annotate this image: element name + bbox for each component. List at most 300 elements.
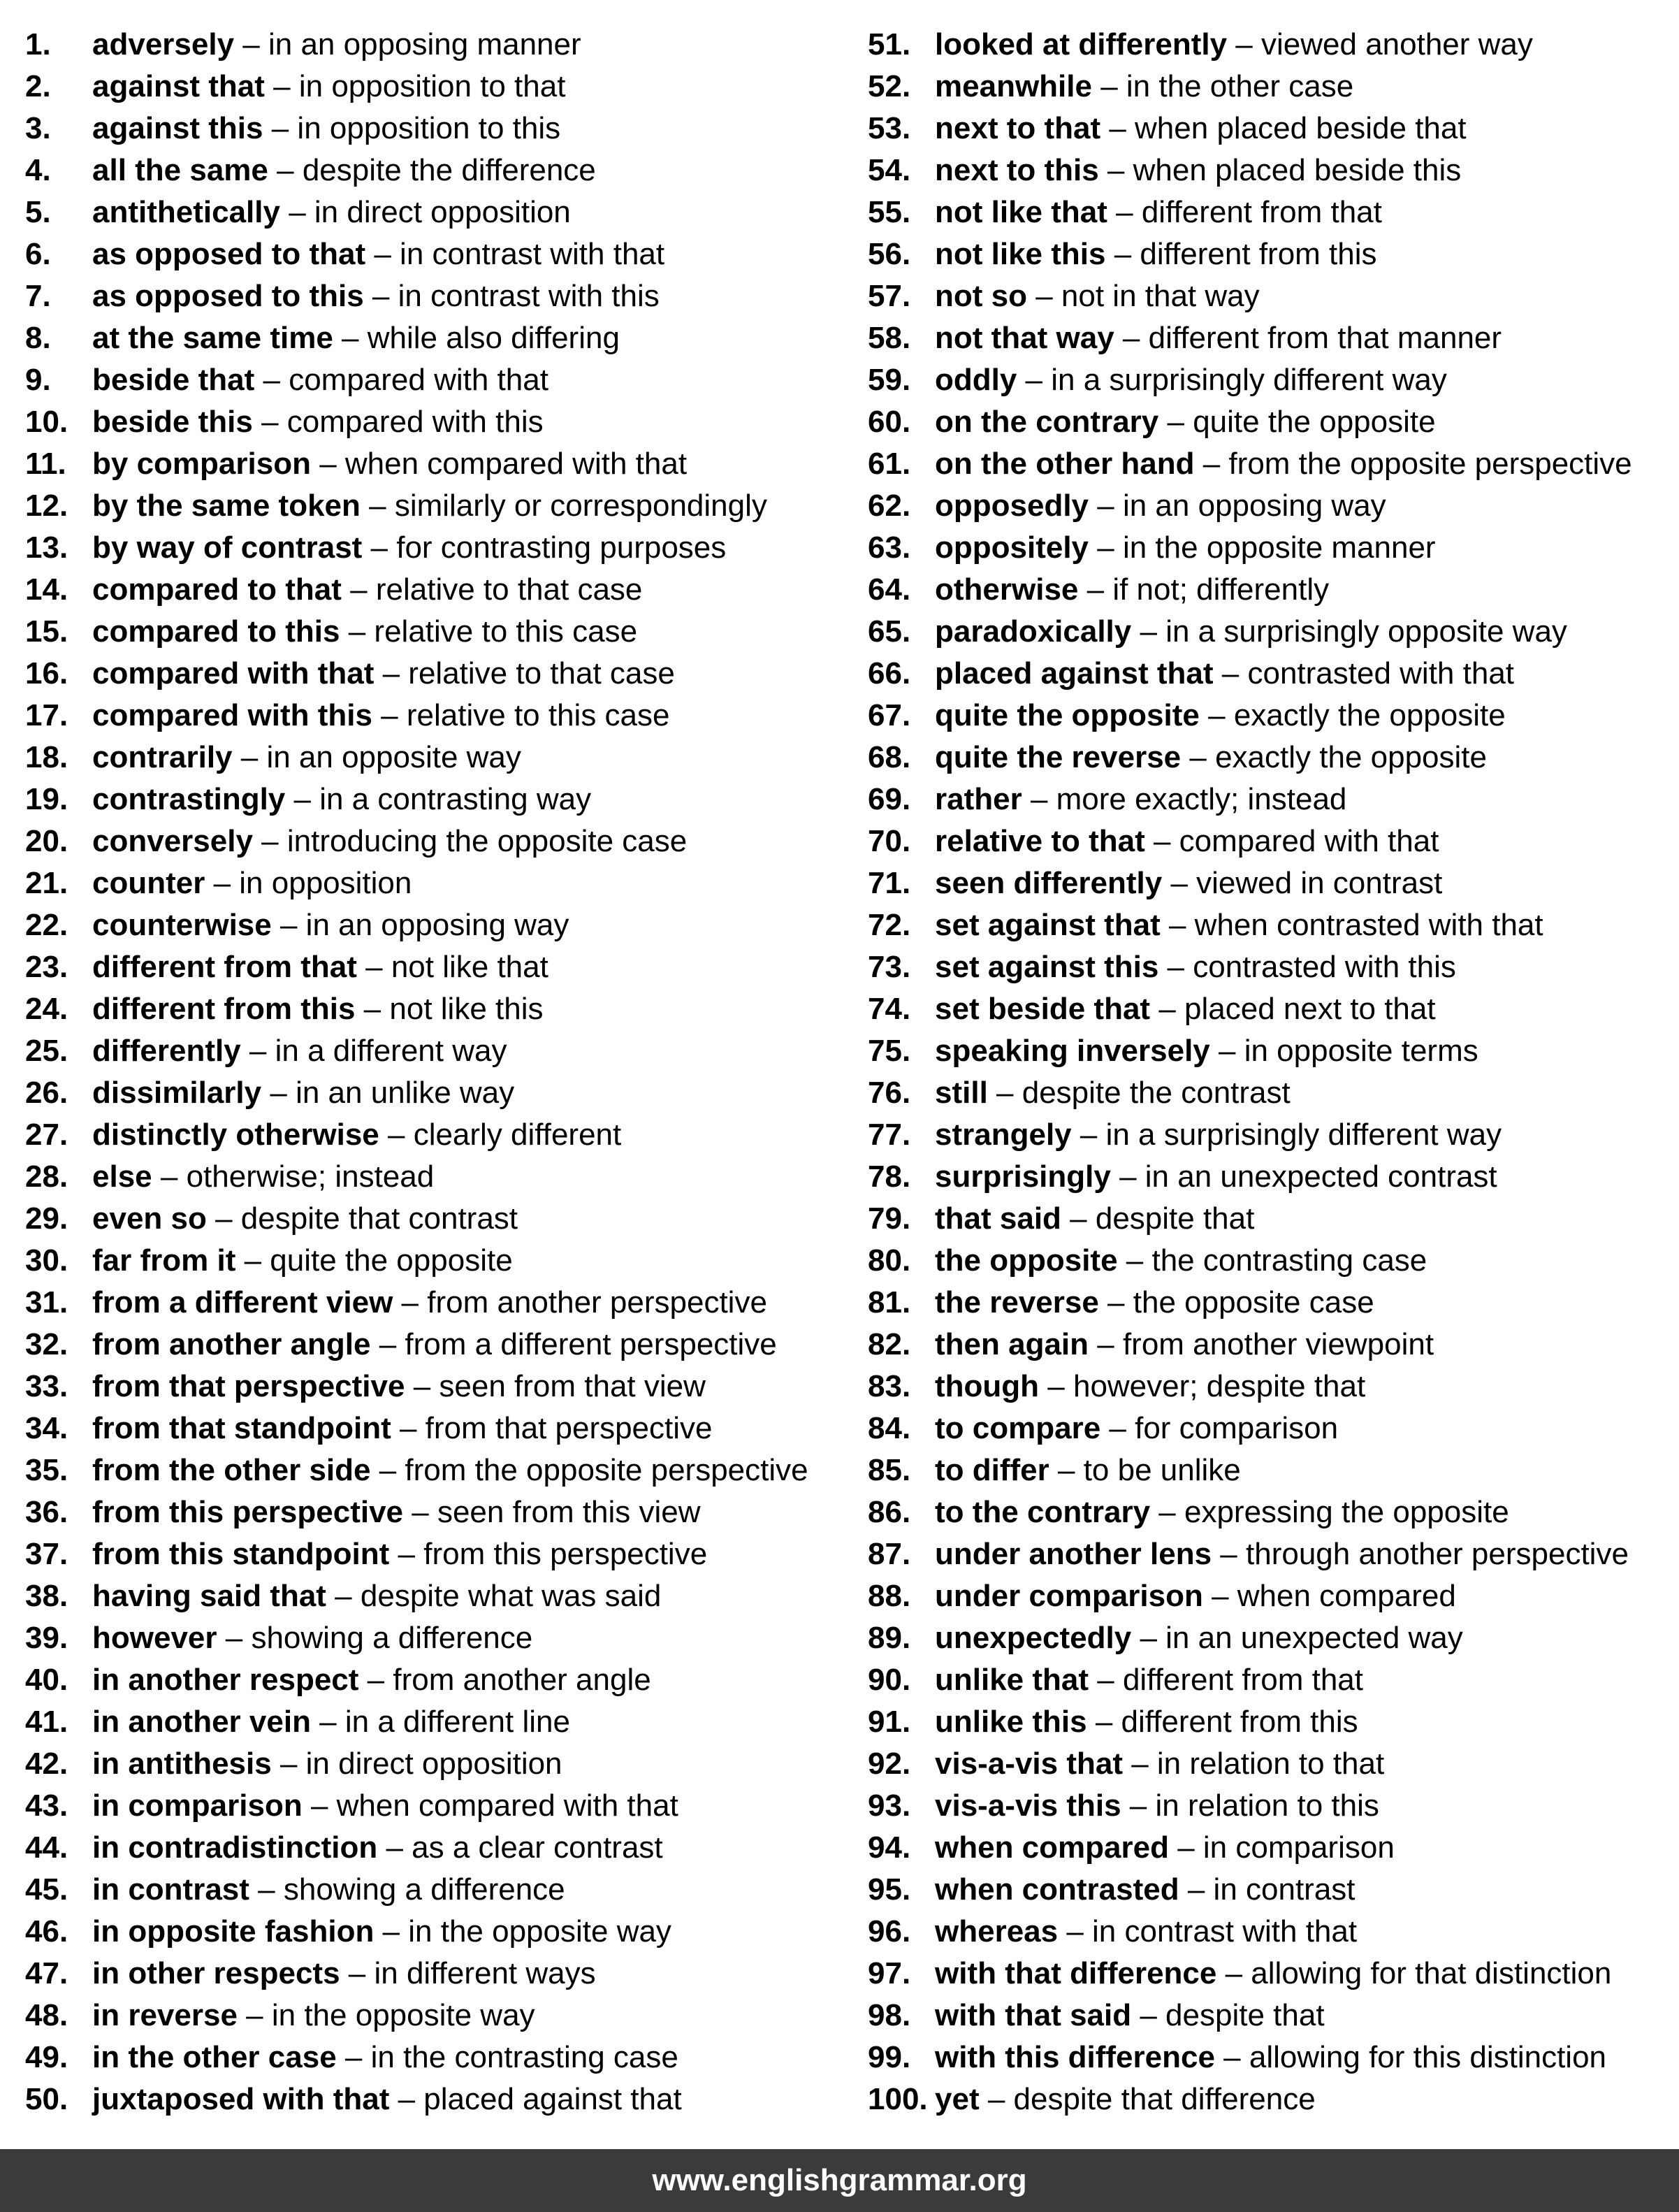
item-term: from the other side	[92, 1453, 371, 1487]
item-definition: in relation to this	[1155, 1788, 1379, 1823]
item-definition: in a different line	[344, 1705, 570, 1739]
item-term: paradoxically	[935, 614, 1132, 649]
item-term: counterwise	[92, 908, 272, 942]
list-item	[868, 779, 1678, 821]
item-number: 87.	[868, 1537, 911, 1571]
item-separator: –	[252, 824, 287, 858]
item-term: rather	[935, 782, 1022, 816]
item-separator: –	[1179, 1872, 1214, 1907]
item-term: beside this	[92, 405, 253, 439]
list-item	[25, 233, 836, 275]
item-number: 98.	[868, 1998, 911, 2032]
list-item	[868, 108, 1678, 150]
item-definition: in an opposing manner	[268, 27, 581, 62]
item-term: when compared	[935, 1830, 1169, 1865]
item-number: 11.	[25, 447, 66, 481]
list-item	[25, 1995, 836, 2037]
item-number: 50.	[25, 2082, 68, 2116]
list-item	[25, 1282, 836, 1324]
list-item	[25, 1450, 836, 1491]
list-item	[868, 1533, 1678, 1575]
item-definition: exactly the opposite	[1215, 740, 1487, 774]
item-separator: –	[271, 1747, 306, 1781]
item-number: 16.	[25, 656, 68, 691]
item-term: on the contrary	[935, 405, 1159, 439]
footer-bar	[0, 2149, 1679, 2212]
item-separator: –	[237, 1998, 272, 2032]
item-number: 60.	[868, 405, 911, 439]
item-number: 65.	[868, 614, 911, 649]
item-number: 13.	[25, 530, 68, 565]
list-item	[868, 904, 1678, 946]
item-term: beside that	[92, 363, 255, 397]
item-number: 82.	[868, 1327, 911, 1361]
list-item	[868, 1114, 1678, 1156]
item-number: 96.	[868, 1914, 911, 1949]
list-item	[868, 1743, 1678, 1785]
item-definition: from a different perspective	[405, 1327, 777, 1361]
item-number: 29.	[25, 1201, 68, 1236]
item-separator: –	[1209, 1034, 1244, 1068]
item-definition: otherwise; instead	[186, 1159, 435, 1194]
item-separator: –	[1131, 614, 1166, 649]
list-item	[25, 2037, 836, 2079]
item-term: however	[92, 1621, 217, 1655]
item-term: strangely	[935, 1118, 1072, 1152]
item-separator: –	[1049, 1453, 1084, 1487]
footer-url[interactable]: www.englishgrammar.org	[652, 2163, 1027, 2197]
item-number: 59.	[868, 363, 911, 397]
item-separator: –	[1181, 740, 1216, 774]
item-term: not that way	[935, 321, 1114, 355]
item-definition: from the opposite perspective	[405, 1453, 808, 1487]
item-separator: –	[374, 656, 409, 691]
item-term: at the same time	[92, 321, 333, 355]
list-item	[868, 1869, 1678, 1911]
item-separator: –	[249, 1872, 284, 1907]
list-item	[868, 737, 1678, 779]
list-item	[868, 862, 1678, 904]
item-number: 56.	[868, 237, 911, 271]
item-separator: –	[217, 1621, 252, 1655]
item-definition: in the opposite way	[271, 1998, 535, 2032]
item-definition: compared with this	[286, 405, 544, 439]
item-term: next to this	[935, 153, 1099, 187]
item-term: antithetically	[92, 195, 280, 229]
item-term: else	[92, 1159, 152, 1194]
item-number: 30.	[25, 1243, 68, 1278]
item-number: 34.	[25, 1411, 68, 1445]
item-number: 3.	[25, 111, 51, 145]
item-number: 81.	[868, 1285, 911, 1320]
item-separator: –	[1214, 2040, 1249, 2074]
item-number: 42.	[25, 1747, 68, 1781]
item-number: 72.	[868, 908, 911, 942]
item-term: in antithesis	[92, 1747, 272, 1781]
item-number: 92.	[868, 1747, 911, 1781]
item-number: 84.	[868, 1411, 911, 1445]
item-term: then again	[935, 1327, 1089, 1361]
item-term: compared with this	[92, 698, 372, 732]
item-term: whereas	[935, 1914, 1059, 1949]
item-term: not like this	[935, 237, 1106, 271]
list-item	[25, 24, 836, 66]
item-definition: in an opposite way	[266, 740, 521, 774]
item-definition: in contrast	[1213, 1872, 1355, 1907]
item-separator: –	[1158, 405, 1193, 439]
item-definition: not like that	[391, 950, 548, 984]
item-number: 47.	[25, 1956, 68, 1990]
item-definition: in direct opposition	[305, 1747, 562, 1781]
list-item	[868, 1617, 1678, 1659]
item-definition: allowing for this distinction	[1249, 2040, 1607, 2074]
list-item	[25, 443, 836, 485]
list-item	[868, 1785, 1678, 1827]
list-item	[25, 1869, 836, 1911]
list-item	[868, 1491, 1678, 1533]
list-item	[25, 1827, 836, 1869]
item-term: set beside that	[935, 992, 1151, 1026]
item-number: 43.	[25, 1788, 68, 1823]
list-item	[25, 317, 836, 359]
item-definition: placed against that	[423, 2082, 682, 2116]
item-term: not like that	[935, 195, 1107, 229]
item-number: 71.	[868, 866, 911, 900]
item-definition: from another perspective	[427, 1285, 767, 1320]
item-number: 58.	[868, 321, 911, 355]
list-item	[25, 66, 836, 108]
item-term: differently	[92, 1034, 241, 1068]
item-definition: when contrasted with that	[1194, 908, 1543, 942]
item-number: 33.	[25, 1369, 68, 1403]
list-item	[868, 1030, 1678, 1072]
item-term: in other respects	[92, 1956, 340, 1990]
item-separator: –	[370, 1327, 405, 1361]
item-separator: –	[1144, 824, 1179, 858]
item-separator: –	[1098, 1285, 1133, 1320]
list-item	[868, 1072, 1678, 1114]
item-number: 18.	[25, 740, 68, 774]
item-number: 24.	[25, 992, 68, 1026]
item-definition: in direct opposition	[314, 195, 571, 229]
item-definition: while also differing	[367, 321, 620, 355]
item-separator: –	[389, 1537, 424, 1571]
item-term: set against this	[935, 950, 1159, 984]
item-definition: more exactly; instead	[1056, 782, 1347, 816]
item-separator: –	[1150, 992, 1185, 1026]
item-number: 32.	[25, 1327, 68, 1361]
list-item	[868, 401, 1678, 443]
item-separator: –	[336, 2040, 371, 2074]
item-term: that said	[935, 1201, 1061, 1236]
item-term: under another lens	[935, 1537, 1212, 1571]
list-item	[868, 1366, 1678, 1408]
list-item	[868, 1659, 1678, 1701]
item-definition: from the opposite perspective	[1228, 447, 1632, 481]
item-number: 25.	[25, 1034, 68, 1068]
item-number: 31.	[25, 1285, 68, 1320]
item-separator: –	[987, 1076, 1022, 1110]
item-term: opposedly	[935, 489, 1089, 523]
item-term: with that said	[935, 1998, 1132, 2032]
list-item	[25, 1072, 836, 1114]
item-term: against that	[92, 69, 265, 103]
list-item	[25, 401, 836, 443]
item-separator: –	[360, 489, 395, 523]
item-separator: –	[1162, 866, 1197, 900]
item-separator: –	[1150, 1495, 1184, 1529]
item-definition: for comparison	[1135, 1411, 1339, 1445]
item-number: 48.	[25, 1998, 68, 2032]
item-number: 51.	[868, 27, 911, 62]
list-item	[25, 1743, 836, 1785]
item-term: juxtaposed with that	[92, 2082, 390, 2116]
item-number: 4.	[25, 153, 51, 187]
item-number: 90.	[868, 1663, 911, 1697]
item-term: seen differently	[935, 866, 1163, 900]
item-term: with this difference	[935, 2040, 1215, 2074]
item-separator: –	[1098, 153, 1133, 187]
item-number: 17.	[25, 698, 68, 732]
item-term: oddly	[935, 363, 1017, 397]
item-definition: viewed another way	[1261, 27, 1533, 62]
item-definition: compared with that	[1179, 824, 1439, 858]
item-definition: different from that manner	[1148, 321, 1502, 355]
item-term: by comparison	[92, 447, 311, 481]
item-term: to the contrary	[935, 1495, 1151, 1529]
item-number: 88.	[868, 1579, 911, 1613]
item-definition: introducing the opposite case	[286, 824, 688, 858]
item-separator: –	[1117, 1243, 1152, 1278]
list-item	[868, 946, 1678, 988]
item-definition: different from this	[1121, 1705, 1358, 1739]
item-number: 95.	[868, 1872, 911, 1907]
item-definition: the opposite case	[1133, 1285, 1374, 1320]
item-number: 15.	[25, 614, 68, 649]
item-separator: –	[1110, 1159, 1145, 1194]
item-definition: in contrast with this	[398, 279, 660, 313]
item-definition: when placed beside that	[1135, 111, 1467, 145]
item-term: in the other case	[92, 2040, 337, 2074]
item-definition: in the opposite way	[408, 1914, 671, 1949]
item-number: 79.	[868, 1201, 911, 1236]
item-definition: contrasted with this	[1193, 950, 1456, 984]
item-term: yet	[935, 2082, 980, 2116]
item-definition: for contrasting purposes	[396, 530, 727, 565]
list-item	[25, 2079, 836, 2120]
list-item	[25, 527, 836, 569]
item-separator: –	[1100, 1411, 1135, 1445]
item-definition: different from that	[1122, 1663, 1363, 1697]
item-number: 10.	[25, 405, 68, 439]
left-column-list	[25, 24, 836, 2120]
list-item	[25, 611, 836, 653]
item-separator: –	[355, 992, 390, 1026]
item-number: 93.	[868, 1788, 911, 1823]
item-separator: –	[1121, 1788, 1156, 1823]
item-number: 70.	[868, 824, 911, 858]
list-item	[25, 1911, 836, 1953]
item-separator: –	[206, 1201, 241, 1236]
item-separator: –	[365, 237, 400, 271]
item-separator: –	[264, 69, 299, 103]
item-separator: –	[393, 1285, 428, 1320]
item-definition: relative to that case	[375, 572, 643, 607]
item-separator: –	[1114, 321, 1149, 355]
item-separator: –	[240, 1034, 275, 1068]
item-separator: –	[1071, 1118, 1106, 1152]
list-item	[868, 988, 1678, 1030]
item-separator: –	[372, 698, 407, 732]
list-item	[25, 1617, 836, 1659]
item-definition: relative to this case	[374, 614, 638, 649]
item-separator: –	[403, 1495, 437, 1529]
list-item	[25, 779, 836, 821]
item-definition: in a surprisingly different way	[1051, 363, 1447, 397]
item-separator: –	[1086, 1705, 1121, 1739]
item-separator: –	[340, 1956, 375, 1990]
list-item	[25, 653, 836, 695]
item-separator: –	[310, 447, 345, 481]
item-term: contrarily	[92, 740, 233, 774]
item-separator: –	[1089, 489, 1123, 523]
list-item	[868, 24, 1678, 66]
list-item	[868, 485, 1678, 527]
item-term: counter	[92, 866, 205, 900]
item-definition: in the opposite manner	[1122, 530, 1436, 565]
list-item	[25, 1114, 836, 1156]
list-item	[868, 1701, 1678, 1743]
item-definition: placed next to that	[1184, 992, 1436, 1026]
item-term: compared with that	[92, 656, 375, 691]
list-item	[868, 695, 1678, 737]
item-term: contrastingly	[92, 782, 286, 816]
item-term: quite the opposite	[935, 698, 1200, 732]
item-separator: –	[1212, 1537, 1246, 1571]
list-item	[868, 2037, 1678, 2079]
item-definition: in different ways	[374, 1956, 596, 1990]
item-number: 5.	[25, 195, 51, 229]
item-term: surprisingly	[935, 1159, 1111, 1194]
item-separator: –	[1039, 1369, 1073, 1403]
item-separator: –	[261, 1076, 296, 1110]
list-item	[25, 1491, 836, 1533]
item-separator: –	[363, 279, 398, 313]
item-term: the opposite	[935, 1243, 1118, 1278]
item-term: even so	[92, 1201, 207, 1236]
item-term: otherwise	[935, 572, 1079, 607]
item-number: 14.	[25, 572, 68, 607]
item-separator: –	[1160, 908, 1195, 942]
list-item	[868, 1198, 1678, 1240]
item-definition: in opposition to that	[298, 69, 566, 103]
item-definition: in opposition to this	[297, 111, 561, 145]
item-definition: from another angle	[393, 1663, 651, 1697]
item-separator: –	[252, 405, 287, 439]
item-separator: –	[362, 530, 397, 565]
item-number: 74.	[868, 992, 911, 1026]
item-term: dissimilarly	[92, 1076, 262, 1110]
list-item	[868, 1408, 1678, 1450]
item-definition: the contrasting case	[1151, 1243, 1427, 1278]
item-definition: in the contrasting case	[370, 2040, 678, 2074]
item-separator: –	[326, 1579, 361, 1613]
item-number: 41.	[25, 1705, 68, 1739]
item-term: vis-a-vis this	[935, 1788, 1121, 1823]
item-term: relative to that	[935, 824, 1145, 858]
item-separator: –	[271, 908, 306, 942]
list-item	[25, 1324, 836, 1366]
item-definition: compared with that	[289, 363, 548, 397]
item-number: 23.	[25, 950, 68, 984]
item-definition: relative to this case	[406, 698, 670, 732]
item-separator: –	[405, 1369, 439, 1403]
item-definition: in an opposing way	[305, 908, 569, 942]
item-number: 63.	[868, 530, 911, 565]
item-number: 83.	[868, 1369, 911, 1403]
item-definition: in a contrasting way	[319, 782, 592, 816]
list-item	[25, 1575, 836, 1617]
item-definition: allowing for that distinction	[1251, 1956, 1612, 1990]
item-number: 26.	[25, 1076, 68, 1110]
list-item	[868, 1324, 1678, 1366]
item-term: from that perspective	[92, 1369, 405, 1403]
item-number: 27.	[25, 1118, 68, 1152]
item-number: 20.	[25, 824, 68, 858]
item-number: 38.	[25, 1579, 68, 1613]
item-definition: despite what was said	[360, 1579, 662, 1613]
item-definition: despite the difference	[302, 153, 596, 187]
item-definition: clearly different	[413, 1118, 622, 1152]
item-separator: –	[370, 1453, 405, 1487]
item-definition: from that perspective	[425, 1411, 713, 1445]
item-term: different from this	[92, 992, 356, 1026]
list-item	[25, 1533, 836, 1575]
item-separator: –	[333, 321, 368, 355]
item-number: 80.	[868, 1243, 911, 1278]
item-separator: –	[389, 2082, 424, 2116]
item-separator: –	[391, 1411, 426, 1445]
list-item	[868, 821, 1678, 862]
list-item	[25, 1366, 836, 1408]
item-definition: in an opposing way	[1122, 489, 1386, 523]
item-definition: relative to that case	[408, 656, 675, 691]
item-term: in comparison	[92, 1788, 303, 1823]
item-number: 68.	[868, 740, 911, 774]
item-separator: –	[254, 363, 289, 397]
item-term: vis-a-vis that	[935, 1747, 1123, 1781]
item-number: 94.	[868, 1830, 911, 1865]
item-definition: in opposite terms	[1244, 1034, 1478, 1068]
item-separator: –	[1078, 572, 1113, 607]
item-separator: –	[1216, 1956, 1251, 1990]
item-separator: –	[341, 572, 376, 607]
list-item	[868, 1827, 1678, 1869]
item-definition: from another viewpoint	[1122, 1327, 1434, 1361]
item-term: in another vein	[92, 1705, 311, 1739]
item-number: 67.	[868, 698, 911, 732]
list-item	[868, 1995, 1678, 2037]
item-definition: showing a difference	[283, 1872, 565, 1907]
item-term: from a different view	[92, 1285, 393, 1320]
list-item	[25, 275, 836, 317]
item-term: set against that	[935, 908, 1161, 942]
item-number: 28.	[25, 1159, 68, 1194]
item-definition: when compared with that	[344, 447, 688, 481]
item-term: far from it	[92, 1243, 236, 1278]
item-separator: –	[356, 950, 391, 984]
list-item	[868, 66, 1678, 108]
